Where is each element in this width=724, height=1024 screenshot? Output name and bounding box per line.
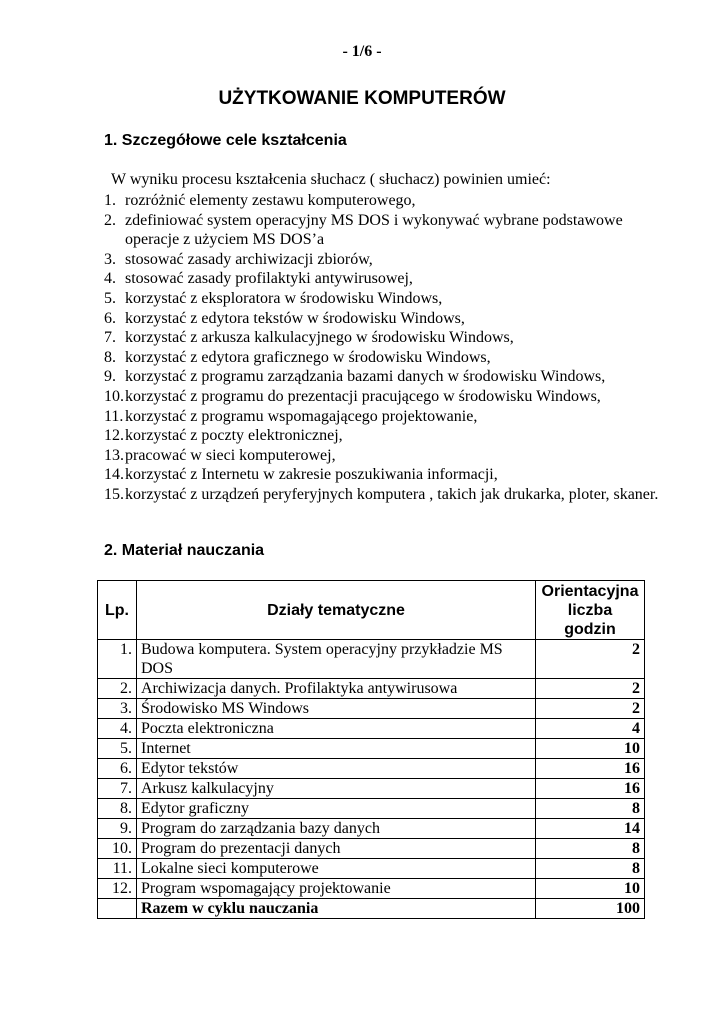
list-item: [104, 348, 664, 368]
list-item-number: 12.: [104, 427, 124, 445]
list-item-text: korzystać z programu wspomagającego projektowanie,: [125, 407, 478, 425]
total-row: [98, 899, 645, 919]
list-item-number: 10.: [104, 387, 124, 405]
table-row: [98, 839, 645, 859]
header-lp: Lp.: [98, 581, 137, 640]
row-hours: 10: [536, 739, 645, 759]
row-lp: 1.: [98, 640, 137, 679]
row-hours: 2: [536, 699, 645, 719]
table-row: [98, 719, 645, 739]
list-item-number: 7.: [104, 329, 116, 347]
table-header-row: [98, 581, 645, 640]
list-item-text: korzystać z edytora tekstów w środowisku Windows,: [125, 309, 465, 327]
list-item-text: korzystać z poczty elektronicznej,: [125, 427, 343, 445]
header-hours: Orientacyjna liczba godzin: [536, 581, 645, 640]
row-hours: 8: [536, 839, 645, 859]
list-item-text: korzystać z eksploratora w środowisku Windows,: [125, 289, 443, 307]
list-item: [104, 328, 664, 348]
table-row: [98, 759, 645, 779]
list-item-text: zdefiniować system operacyjny MS DOS i wykonywać wybrane podstawowe operacje z użyciem MS DOS’a: [125, 211, 623, 249]
list-item-text: pracować w sieci komputerowej,: [125, 446, 336, 464]
list-item-number: 1.: [104, 192, 116, 209]
list-item-number: 2.: [104, 211, 116, 229]
row-lp: 4.: [98, 719, 137, 739]
row-lp: 8.: [98, 799, 137, 819]
section-heading-goals: 1. Szczegółowe cele kształcenia: [104, 132, 347, 149]
row-hours: 2: [536, 640, 645, 679]
list-item: [104, 367, 664, 387]
list-item-number: 11.: [104, 407, 124, 425]
list-item-text: korzystać z urządzeń peryferyjnych komputera , takich jak drukarka, ploter, skaner.: [125, 485, 659, 503]
row-topic: Edytor tekstów: [137, 759, 536, 779]
table-row: [98, 799, 645, 819]
row-hours: 16: [536, 759, 645, 779]
row-topic: Poczta elektroniczna: [137, 719, 536, 739]
list-item: [104, 465, 664, 485]
row-topic: Program do zarządzania bazy danych: [137, 819, 536, 839]
total-lp-cell: [98, 899, 137, 919]
row-topic: Edytor graficzny: [137, 799, 536, 819]
list-item: [104, 426, 664, 446]
list-item: [104, 289, 664, 309]
goals-intro: W wyniku procesu kształcenia słuchacz ( słuchacz) powinien umieć:: [111, 171, 551, 188]
row-topic: Program wspomagający projektowanie: [137, 879, 536, 899]
list-item-number: 15.: [104, 485, 124, 503]
list-item-text: rozróżnić elementy zestawu komputerowego,: [125, 192, 416, 209]
row-hours: 2: [536, 679, 645, 699]
list-item: [104, 250, 664, 270]
row-lp: 9.: [98, 819, 137, 839]
row-topic: Budowa komputera. System operacyjny przykładzie MS DOS: [137, 640, 536, 679]
row-topic: Arkusz kalkulacyjny: [137, 779, 536, 799]
list-item-text: korzystać z programu do prezentacji pracującego w środowisku Windows,: [125, 387, 601, 405]
list-item-number: 9.: [104, 368, 116, 386]
table-row: [98, 859, 645, 879]
list-item: [104, 191, 664, 211]
row-hours: 14: [536, 819, 645, 839]
list-item-number: 13.: [104, 446, 124, 464]
list-item-text: korzystać z arkusza kalkulacyjnego w środowisku Windows,: [125, 329, 514, 347]
list-item-number: 5.: [104, 289, 116, 307]
list-item-number: 4.: [104, 270, 116, 288]
table-row: [98, 879, 645, 899]
row-topic: Internet: [137, 739, 536, 759]
goals-list: [104, 191, 664, 505]
list-item: [104, 446, 664, 466]
list-item-text: stosować zasady profilaktyki antywirusowej,: [125, 270, 413, 288]
list-item-text: korzystać z programu zarządzania bazami danych w środowisku Windows,: [125, 368, 606, 386]
table-row: [98, 640, 645, 679]
row-lp: 3.: [98, 699, 137, 719]
list-item-text: korzystać z Internetu w zakresie poszukiwania informacji,: [125, 466, 498, 484]
row-topic: Środowisko MS Windows: [137, 699, 536, 719]
row-hours: 16: [536, 779, 645, 799]
row-hours: 4: [536, 719, 645, 739]
list-item: [104, 407, 664, 427]
row-hours: 8: [536, 859, 645, 879]
list-item: [104, 309, 664, 329]
topics-table: [97, 580, 645, 919]
total-hours: 100: [536, 899, 645, 919]
page-number: - 1/6 -: [342, 43, 382, 60]
list-item-number: 14.: [104, 466, 124, 484]
table-row: [98, 819, 645, 839]
row-lp: 10.: [98, 839, 137, 859]
row-lp: 2.: [98, 679, 137, 699]
row-lp: 6.: [98, 759, 137, 779]
table-row: [98, 679, 645, 699]
table-row: [98, 779, 645, 799]
row-lp: 12.: [98, 879, 137, 899]
list-item: [104, 269, 664, 289]
table-row: [98, 739, 645, 759]
list-item-number: 3.: [104, 250, 116, 268]
document-title: UŻYTKOWANIE KOMPUTERÓW: [218, 88, 506, 109]
total-label: Razem w cyklu nauczania: [137, 899, 536, 919]
section-heading-material: 2. Materiał nauczania: [104, 542, 265, 559]
row-topic: Program do prezentacji danych: [137, 839, 536, 859]
list-item-number: 8.: [104, 348, 116, 366]
list-item-number: 6.: [104, 309, 116, 327]
row-lp: 11.: [98, 859, 137, 879]
row-lp: 7.: [98, 779, 137, 799]
list-item: [104, 211, 664, 250]
row-hours: 10: [536, 879, 645, 899]
row-lp: 5.: [98, 739, 137, 759]
list-item-text: korzystać z edytora graficznego w środowisku Windows,: [125, 348, 491, 366]
list-item-text: stosować zasady archiwizacji zbiorów,: [125, 250, 373, 268]
table-row: [98, 699, 645, 719]
row-hours: 8: [536, 799, 645, 819]
list-item: [104, 387, 664, 407]
row-topic: Archiwizacja danych. Profilaktyka antywirusowa: [137, 679, 536, 699]
row-topic: Lokalne sieci komputerowe: [137, 859, 536, 879]
header-topic: Działy tematyczne: [137, 581, 536, 640]
list-item: [104, 485, 664, 505]
